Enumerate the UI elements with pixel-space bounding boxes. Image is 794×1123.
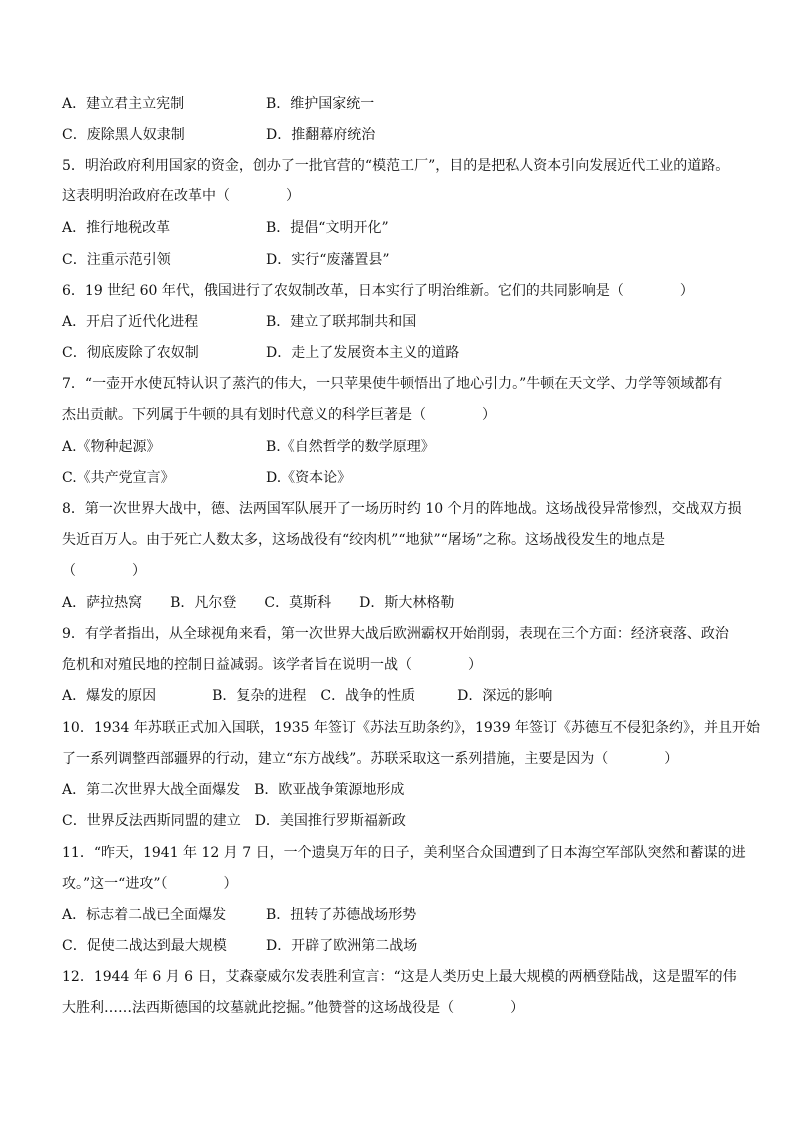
q10-stem-line1: 10．1934 年苏联正式加入国联，1935 年签订《苏法互助条约》，1939 年签订《苏德互不侵犯条约》，并且开始 — [62, 720, 761, 736]
q6-option-c: C．彻底废除了农奴制 — [62, 345, 199, 361]
q4-option-c: C．废除黑人奴隶制 — [62, 127, 185, 143]
q10-stem-line2: 了一系列调整西部疆界的行动，建立“东方战线”。苏联采取这一系列措施，主要是因为（ ） — [62, 751, 679, 767]
q12-stem-line2: 大胜利……法西斯德国的坟墓就此挖掘。”他赞誉的这场战役是（ ） — [62, 1000, 525, 1016]
q5-option-c: C．注重示范引领 — [62, 252, 171, 268]
q5-option-a: A．推行地税改革 — [62, 220, 171, 236]
q10-options-cd: C．世界反法西斯同盟的建立 D．美国推行罗斯福新政 — [62, 813, 406, 829]
q9-stem-line2: 危机和对殖民地的控制日益减弱。该学者旨在说明一战（ ） — [62, 657, 482, 673]
q11-stem-line2: 攻。”这一“进攻”（ ） — [62, 876, 238, 892]
q4-option-d: D．推翻幕府统治 — [266, 127, 376, 143]
q7-stem-line1: 7．“一壶开水使瓦特认识了蒸汽的伟大，一只苹果使牛顿悟出了地心引力。”牛顿在天文学、力学等领域都有 — [62, 376, 723, 392]
q5-option-d: D．实行“废藩置县” — [266, 252, 390, 268]
q4-option-a: A．建立君主立宪制 — [62, 96, 185, 112]
q5-stem-line2: 这表明明治政府在改革中（ ） — [62, 188, 300, 204]
q10-options-ab: A．第二次世界大战全面爆发 B．欧亚战争策源地形成 — [62, 782, 405, 798]
q8-stem-line3: （ ） — [62, 563, 146, 579]
q11-stem-line1: 11．“昨天，1941 年 12 月 7 日，一个遗臭万年的日子，美利坚合众国遭到了日本海空军部队突然和蓄谋的进 — [62, 845, 746, 861]
q11-option-a: A．标志着二战已全面爆发 — [62, 907, 227, 923]
q7-option-d: D.《资本论》 — [266, 470, 352, 486]
q7-option-c: C.《共产党宣言》 — [62, 470, 175, 486]
q9-stem-line1: 9．有学者指出，从全球视角来看，第一次世界大战后欧洲霸权开始削弱，表现在三个方面：经济衰落、政治 — [62, 626, 729, 642]
q7-stem-line2: 杰出贡献。下列属于牛顿的具有划时代意义的科学巨著是（ ） — [62, 407, 496, 423]
q8-stem-line1: 8．第一次世界大战中，德、法两国军队展开了一场历时约 10 个月的阵地战。这场战役异常惨烈，交战双方损 — [62, 501, 742, 517]
q5-option-b: B．提倡“文明开化” — [266, 220, 389, 236]
q12-stem-line1: 12．1944 年 6 月 6 日，艾森豪威尔发表胜利宣言：“这是人类历史上最大规模的两栖登陆战，这是盟军的伟 — [62, 969, 737, 985]
q9-options: A．爆发的原因 B．复杂的进程 C．战争的性质 D．深远的影响 — [62, 688, 553, 704]
q6-option-a: A．开启了近代化进程 — [62, 314, 199, 330]
q8-options: A．萨拉热窝 B．凡尔登 C．莫斯科 D．斯大林格勒 — [62, 595, 455, 611]
q8-stem-line2: 失近百万人。由于死亡人数太多，这场战役有“绞肉机”“地狱”“屠场”之称。这场战役发生的地点是 — [62, 532, 665, 548]
q11-option-b: B．扭转了苏德战场形势 — [266, 907, 417, 923]
q7-option-a: A.《物种起源》 — [62, 439, 161, 455]
q7-option-b: B.《自然哲学的数学原理》 — [266, 439, 435, 455]
q6-option-d: D．走上了发展资本主义的道路 — [266, 345, 460, 361]
q5-stem-line1: 5．明治政府利用国家的资金，创办了一批官营的“模范工厂”，目的是把私人资本引向发展近代工业的道路。 — [62, 158, 730, 174]
q6-option-b: B．建立了联邦制共和国 — [266, 314, 417, 330]
q4-option-b: B．维护国家统一 — [266, 96, 375, 112]
q11-option-c: C．促使二战达到最大规模 — [62, 938, 227, 954]
q6-stem-line1: 6．19 世纪 60 年代，俄国进行了农奴制改革，日本实行了明治维新。它们的共同影响是（ ） — [62, 283, 694, 299]
q11-option-d: D．开辟了欧洲第二战场 — [266, 938, 418, 954]
